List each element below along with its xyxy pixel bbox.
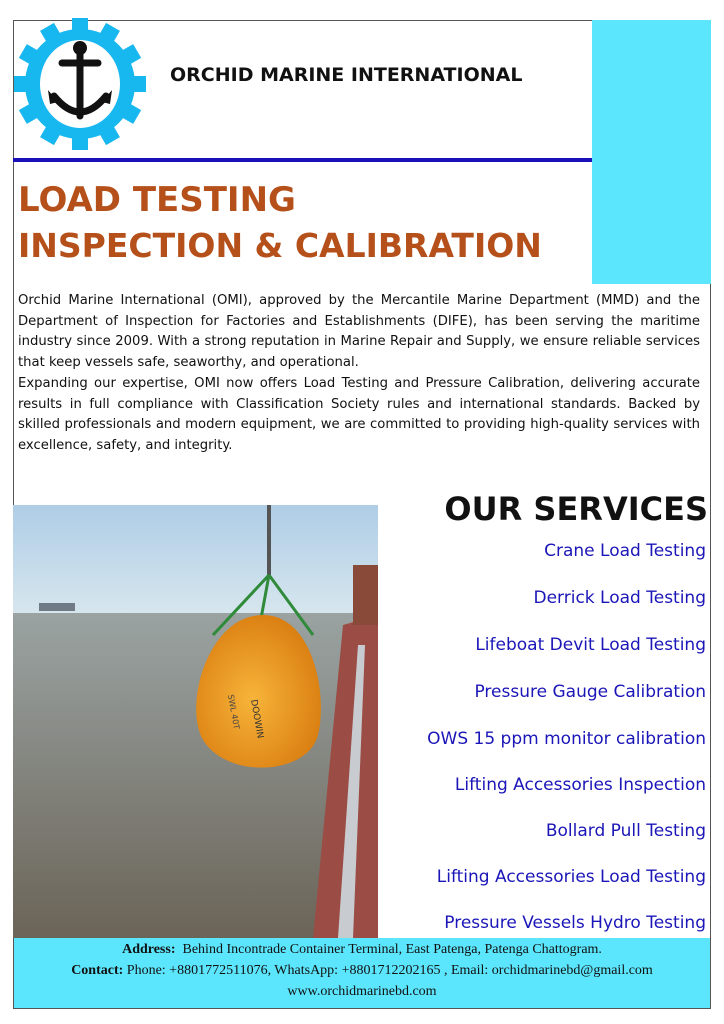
service-item: Derrick Load Testing [533, 588, 706, 608]
address-text: Behind Incontrade Container Terminal, East Patenga, Patenga Chattogram. [182, 942, 602, 957]
service-item: Lifeboat Devit Load Testing [475, 635, 706, 655]
header-divider [13, 158, 592, 162]
load-test-water-bag-photo [13, 505, 378, 938]
service-item: Lifting Accessories Load Testing [436, 867, 706, 887]
service-item: Crane Load Testing [544, 541, 706, 561]
address-label: Address: [122, 942, 176, 957]
company-name: ORCHID MARINE INTERNATIONAL [170, 64, 523, 86]
bag-text: DOOWIN [248, 698, 265, 740]
service-item: Bollard Pull Testing [545, 821, 706, 841]
intro-paragraph-1: Orchid Marine International (OMI), approved by the Mercantile Marine Department (MMD) and the Department of Inspection for Factories and Establishments (DIFE), has been serving the maritime industry since 2009. With a strong reputation in Marine Repair and Supply, we ensure reliable services that keep vessels safe, seaworthy, and operational. [18, 293, 700, 370]
contact-line [14, 960, 710, 981]
service-item: OWS 15 ppm monitor calibration [427, 729, 706, 749]
service-item: Pressure Vessels Hydro Testing [444, 913, 706, 933]
services-heading: OUR SERVICES [444, 490, 708, 528]
intro-paragraph-2: Expanding our expertise, OMI now offers Load Testing and Pressure Calibration, delivering accurate results in full compliance with Classification Society rules and international standards. Backed by skilled professionals and modern equipment, we are committed to providing high-quality services with excellence, safety, and integrity. [18, 376, 700, 453]
title-line-1: LOAD TESTING [18, 180, 296, 220]
anchor-gear-logo-icon [14, 18, 146, 150]
address-line [14, 939, 710, 960]
website-link[interactable]: www.orchidmarinebd.com [287, 984, 437, 999]
cyan-accent-bar [592, 20, 711, 284]
title-line-2: INSPECTION & CALIBRATION [18, 226, 542, 265]
contact-label: Contact: [71, 963, 124, 978]
service-item: Pressure Gauge Calibration [474, 682, 706, 702]
service-item: Lifting Accessories Inspection [454, 775, 706, 795]
bag-label: SWL 40T [226, 693, 241, 730]
footer-contact-box [13, 938, 711, 1009]
contact-text: Phone: +8801772511076, WhatsApp: +8801712202165 , Email: orchidmarinebd@gmail.com [126, 963, 653, 978]
